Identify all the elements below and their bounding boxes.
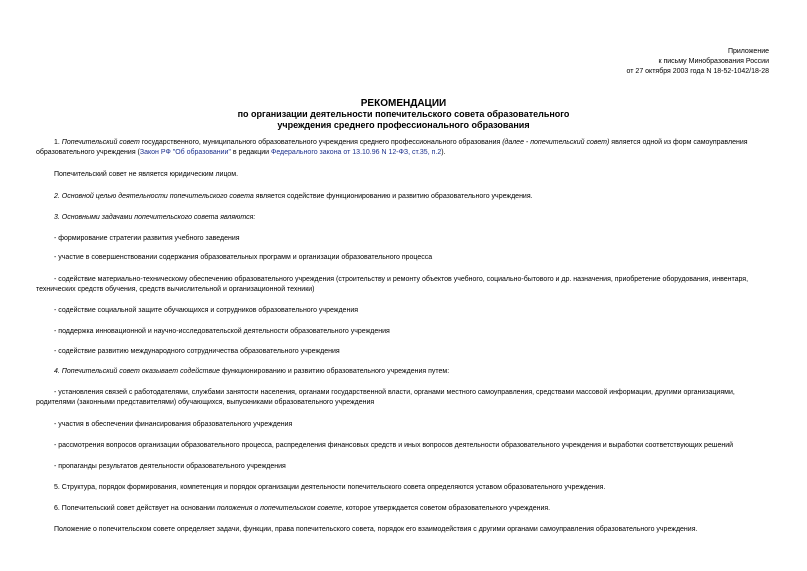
list-item-programs: - участие в совершенствовании содержания образовательных программ и организации образовательного процесса (54, 254, 433, 261)
paragraph-11-lead: 4. Попечительский совет оказывает содействие (54, 368, 220, 375)
paragraph-18: Положение о попечительском совете определяет задачи, функции, права попечительского совета, порядок его взаимодействия с другими органами самоуправления образовательного учреждения. (54, 526, 698, 533)
paragraph-1-aside: (далее - попечительский совет) (502, 139, 610, 146)
list-item-decisions: - рассмотрения вопросов организации образовательного процесса, распределения финансовых средств и иных вопросов деятельности образовательного учреждения и выработки соответствующих решений (54, 442, 734, 449)
law-link[interactable]: Закон РФ "Об образовании" (139, 149, 231, 156)
title-line-2: по организации деятельности попечительского совета образовательного (237, 109, 570, 119)
paragraph-16: 5. Структура, порядок формирования, компетенция и порядок организации деятельности попечительского совета определяются уставом образовательного учреждения. (54, 484, 606, 491)
list-item-innovation: - поддержка инновационной и научно-исследовательской деятельности образовательного учреждения (54, 328, 390, 335)
list-item-strategy: - формирование стратегии развития учебного заведения (54, 235, 240, 242)
paragraph-17-text-2: , которое утверждается советом образовательного учреждения. (341, 505, 551, 512)
appendix-header (627, 47, 769, 77)
list-item-connections: - установления связей с работодателями, службами занятости населения, органами государственной власти, органами местного самоуправления, средствами массовой информации, другими организациями, родителями (законными представителями) обучающихся, выпускниками образовательного учреждения (36, 389, 735, 406)
title-heading: РЕКОМЕНДАЦИИ (360, 98, 447, 109)
federal-law-link[interactable]: Федерального закона от 13.10.96 N 12-ФЗ, ст.35, п.2 (271, 149, 442, 156)
appendix-line-3: от 27 октября 2003 года N 18-52-1042/18-28 (626, 68, 769, 75)
paragraph-1-text-2: является одной из форм самоуправления образовательного учреждения ( (36, 139, 748, 156)
paragraph-1 (36, 138, 772, 158)
paragraph-17 (36, 504, 772, 514)
term-trustee-council: Попечительский совет (61, 139, 140, 146)
list-item-financing: - участия в обеспечении финансирования образовательного учреждения (54, 421, 293, 428)
paragraph-1-number: 1. (54, 139, 62, 146)
paragraph-1-text-4: ). (441, 149, 446, 156)
paragraph-1-text: государственного, муниципального образовательного учреждения среднего профессионального образования (139, 139, 503, 146)
list-item-social-protection: - содействие социальной защите обучающихся и сотрудников образовательного учреждения (54, 307, 359, 314)
paragraph-3-lead: 2. Основной целью деятельности попечительского совета (54, 193, 254, 200)
list-item-promotion: - пропаганды результатов деятельности образовательного учреждения (54, 463, 286, 470)
title-line-3: учреждения среднего профессионального образования (277, 120, 530, 130)
paragraph-4: 3. Основными задачами попечительского совета являются: (54, 214, 256, 221)
term-council-regulation: положения о попечительском совете (216, 505, 342, 512)
paragraph-17-text: 6. Попечительский совет действует на основании (54, 505, 217, 512)
document-title (0, 98, 807, 131)
paragraph-11 (36, 367, 772, 377)
paragraph-1-text-3: в редакции (230, 149, 271, 156)
paragraph-11-text: функционированию и развитию образовательного учреждения путем: (219, 368, 450, 375)
paragraph-3 (36, 192, 772, 202)
list-item-material-support: - содействие материально-техническому обеспечению образовательного учреждения (строительству и ремонту объектов учебного, социально-бытового и др. назначения, приобретение оборудования, инвентаря, технических средств обучения, средств вычислительной и организационной техники) (36, 276, 749, 293)
list-item-international: - содействие развитию международного сотрудничества образовательного учреждения (54, 348, 340, 355)
paragraph-3-text: является содействие функционированию и развитию образовательного учреждения. (253, 193, 533, 200)
appendix-line-2: к письму Минобразования России (658, 58, 769, 65)
paragraph-2: Попечительский совет не является юридическим лицом. (54, 171, 239, 178)
appendix-line-1: Приложение (727, 48, 769, 55)
